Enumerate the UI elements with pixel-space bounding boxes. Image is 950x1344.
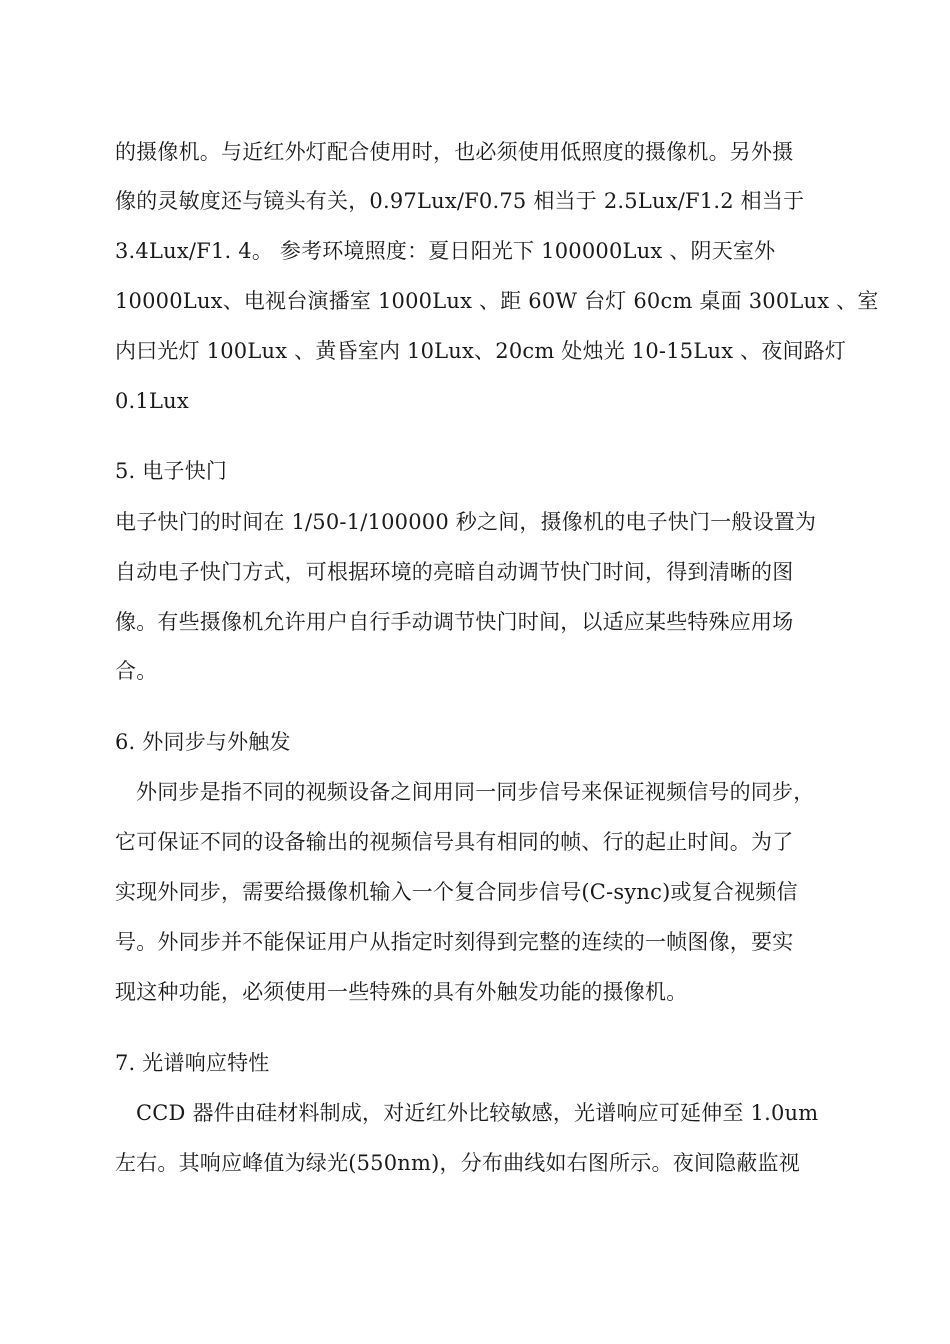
paragraph-line: 10000Lux、电视台演播室 1000Lux 、距 60W 台灯 60cm 桌面 300Lux 、室 [115, 289, 879, 313]
section-heading-electronic-shutter: 5. 电子快门 [115, 459, 228, 483]
paragraph-line: 左右。其响应峰值为绿光(550nm)，分布曲线如右图所示。夜间隐蔽监视 [115, 1151, 800, 1175]
paragraph-line: 像。有些摄像机允许用户自行手动调节快门时间，以适应某些特殊应用场 [115, 610, 794, 634]
paragraph-line: 像的灵敏度还与镜头有关，0.97Lux/F0.75 相当于 2.5Lux/F1.2 相当于 [115, 189, 805, 213]
paragraph-line: 的摄像机。与近红外灯配合使用时，也必须使用低照度的摄像机。另外摄 [115, 140, 794, 164]
paragraph-line: 内曰光灯 100Lux 、黄昏室内 10Lux、20cm 处烛光 10-15Lux 、夜间路灯 [115, 339, 847, 363]
paragraph-line: 它可保证不同的设备输出的视频信号具有相同的帧、行的起止时间。为了 [115, 830, 794, 854]
section-heading-spectral-response: 7. 光谱响应特性 [115, 1051, 270, 1075]
paragraph-line: 0.1Lux [115, 389, 189, 413]
paragraph-line: 现这种功能，必须使用一些特殊的具有外触发功能的摄像机。 [115, 980, 688, 1004]
paragraph-line: 号。外同步并不能保证用户从指定时刻得到完整的连续的一帧图像，要实 [115, 930, 794, 954]
paragraph-line: 自动电子快门方式，可根据环境的亮暗自动调节快门时间，得到清晰的图 [115, 560, 794, 584]
paragraph-line: 外同步是指不同的视频设备之间用同一同步信号来保证视频信号的同步， [136, 780, 815, 804]
paragraph-line: 合。 [115, 659, 158, 683]
paragraph-line: CCD 器件由硅材料制成，对近红外比较敏感，光谱响应可延伸至 1.0um [136, 1101, 819, 1125]
section-heading-external-sync: 6. 外同步与外触发 [115, 730, 291, 754]
paragraph-line: 3.4Lux/F1. 4。 参考环境照度：夏日阳光下 100000Lux 、阴天室外 [115, 239, 776, 263]
paragraph-line: 实现外同步，需要给摄像机输入一个复合同步信号(C-sync)或复合视频信 [115, 880, 798, 904]
paragraph-line: 电子快门的时间在 1/50-1/100000 秒之间，摄像机的电子快门一般设置为 [115, 510, 817, 534]
